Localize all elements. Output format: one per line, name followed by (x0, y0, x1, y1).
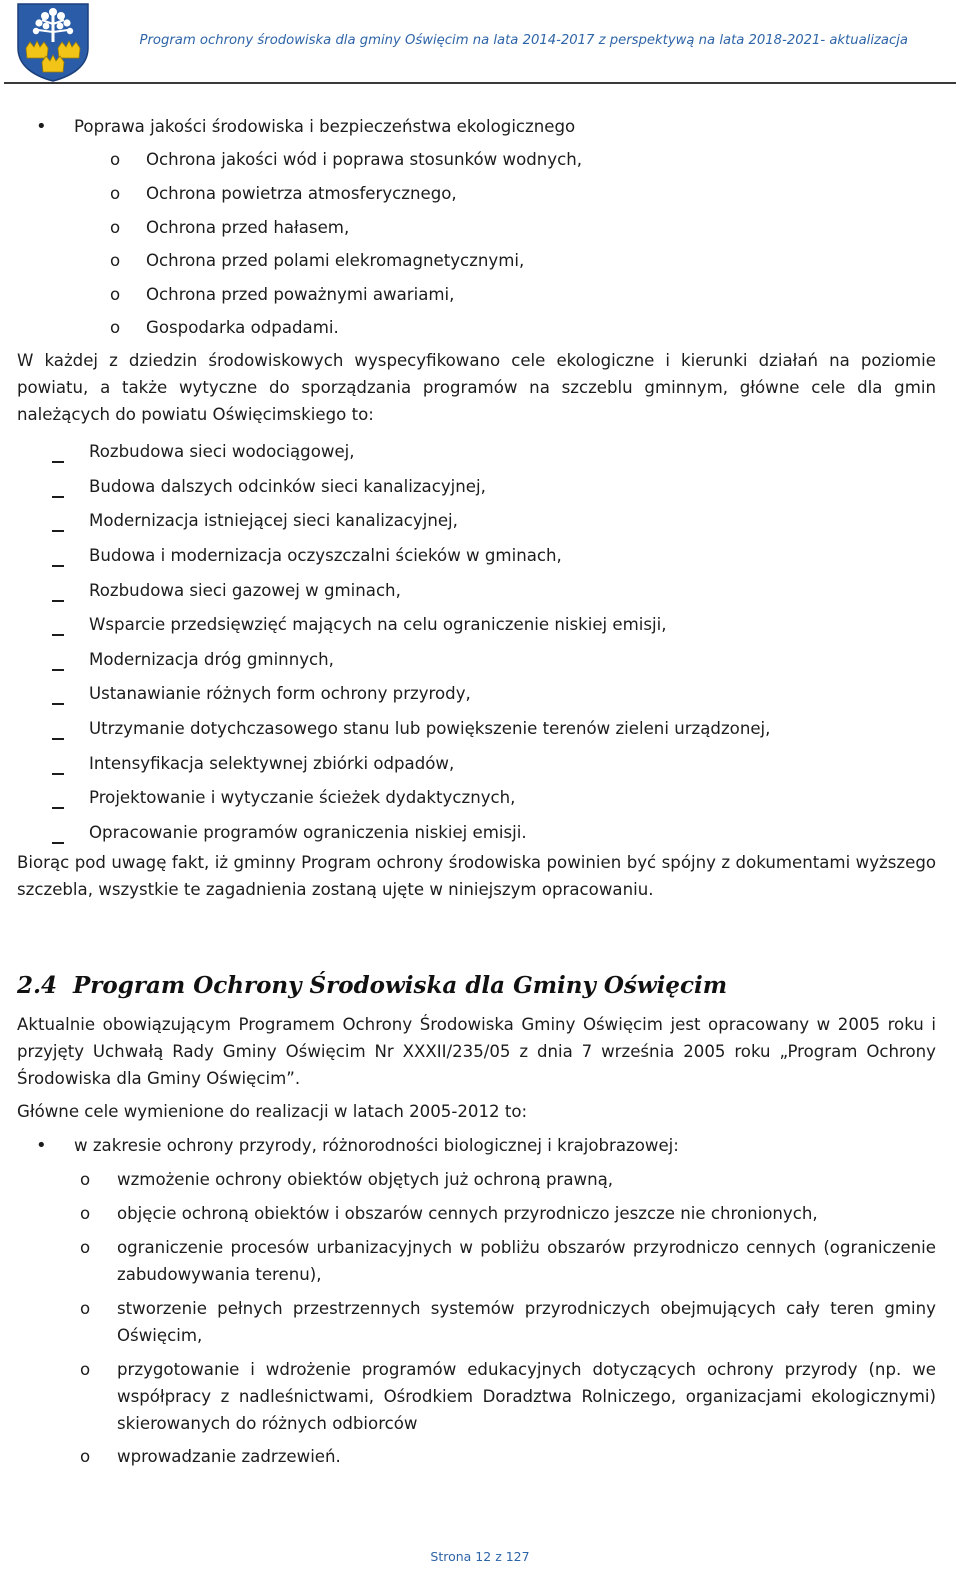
paragraph: Aktualnie obowiązującym Programem Ochrony Środowiska Gminy Oświęcim jest opracowany w 2005 roku i przyjęty Uchwałą Rady Gminy Oświęcim Nr XXXII/235/05 z dnia 7 września 2005 roku „Program Ochrony Środowiska dla Gminy Oświęcim”. (17, 1015, 936, 1088)
bullet-label: w zakresie ochrony przyrody, różnorodności biologicznej i krajobrazowej: (74, 1136, 679, 1155)
list-item: Wsparcie przedsięwzięć mających na celu ograniczenie niskiej emisji, (89, 615, 667, 634)
list-item: przygotowanie i wdrożenie programów edukacyjnych dotyczących ochrony przyrody (np. we współpracy z nadleśnictwami, Ośrodkiem Doradztwa Rolniczego, organizacjami ekologicznymi) skierowanych do różnych odbiorców (117, 1360, 936, 1433)
dash-marker (52, 600, 64, 602)
list-item: objęcie ochroną obiektów i obszarów cennych przyrodniczo jeszcze nie chronionych, (117, 1204, 818, 1223)
bullet-marker: • (36, 116, 47, 137)
sub-bullet-marker: o (110, 251, 121, 270)
list-item: Gospodarka odpadami. (146, 318, 339, 337)
list-item: stworzenie pełnych przestrzennych systemów przyrodniczych obejmujących cały teren gminy Oświęcim, (117, 1299, 936, 1345)
list-item: Intensyfikacja selektywnej zbiórki odpadów, (89, 754, 455, 773)
sub-bullet-marker: o (80, 1204, 91, 1223)
dash-marker (52, 703, 64, 705)
sub-bullet-marker: o (110, 184, 121, 203)
dash-marker (52, 807, 64, 809)
list-item: Modernizacja istniejącej sieci kanalizacyjnej, (89, 511, 458, 530)
sub-bullet-marker: o (80, 1360, 91, 1379)
paragraph: Główne cele wymienione do realizacji w latach 2005-2012 to: (17, 1102, 528, 1121)
list-item: Opracowanie programów ograniczenia niskiej emisji. (89, 823, 527, 842)
sub-bullet-marker: o (80, 1238, 91, 1257)
list-item: Budowa dalszych odcinków sieci kanalizacyjnej, (89, 477, 486, 496)
section-title: Program Ochrony Środowiska dla Gminy Oświęcim (73, 972, 728, 999)
list-item: Ochrona przed polami elekromagnetycznymi, (146, 251, 525, 270)
list-item: Ochrona przed hałasem, (146, 218, 350, 237)
dash-marker (52, 738, 64, 740)
dash-marker (52, 634, 64, 636)
bullet-label: Poprawa jakości środowiska i bezpieczeństwa ekologicznego (74, 117, 576, 136)
paragraph: Biorąc pod uwagę fakt, iż gminny Program ochrony środowiska powinien być spójny z dokumentami wyższego szczebla, wszystkie te zagadnienia zostaną ujęte w niniejszym opracowaniu. (17, 853, 936, 899)
sub-bullet-marker: o (80, 1170, 91, 1189)
list-item: Ochrona powietrza atmosferycznego, (146, 184, 457, 203)
crest-icon (16, 2, 90, 82)
sub-bullet-marker: o (80, 1299, 91, 1318)
bullet-marker: • (36, 1135, 47, 1156)
list-item: Utrzymanie dotychczasowego stanu lub powiększenie terenów zieleni urządzonej, (89, 719, 771, 738)
dash-marker (52, 530, 64, 532)
list-item: Rozbudowa sieci wodociągowej, (89, 442, 355, 461)
page-number: Strona 12 z 127 (430, 1549, 530, 1564)
dash-marker (52, 842, 64, 844)
sub-bullet-marker: o (110, 218, 121, 237)
dash-marker (52, 461, 64, 463)
section-heading (17, 972, 727, 999)
sub-bullet-marker: o (110, 285, 121, 304)
list-item: Budowa i modernizacja oczyszczalni ścieków w gminach, (89, 546, 562, 565)
list-item: Ustanawianie różnych form ochrony przyrody, (89, 684, 471, 703)
dash-marker (52, 669, 64, 671)
list-item: Modernizacja dróg gminnych, (89, 650, 334, 669)
list-item: Rozbudowa sieci gazowej w gminach, (89, 581, 401, 600)
list-item: wzmożenie ochrony obiektów objętych już ochroną prawną, (117, 1170, 614, 1189)
document-title: Program ochrony środowiska dla gminy Oświęcim na lata 2014-2017 z perspektywą na lata 2018-2021- aktualizacja (139, 33, 908, 48)
list-item: Ochrona przed poważnymi awariami, (146, 285, 455, 304)
sub-bullet-marker: o (110, 150, 121, 169)
sub-bullet-marker: o (110, 318, 121, 337)
list-item: Ochrona jakości wód i poprawa stosunków wodnych, (146, 150, 583, 169)
paragraph: W każdej z dziedzin środowiskowych wyspecyfikowano cele ekologiczne i kierunki działań na poziomie powiatu, a także wytyczne do sporządzania programów na szczeblu gminnym, główne cele dla gmin należących do powiatu Oświęcimskiego to: (17, 351, 936, 424)
header-divider (4, 82, 956, 84)
sub-bullet-marker: o (80, 1447, 91, 1466)
list-item: Projektowanie i wytyczanie ścieżek dydaktycznych, (89, 788, 516, 807)
dash-marker (52, 565, 64, 567)
dash-marker (52, 773, 64, 775)
list-item: wprowadzanie zadrzewień. (117, 1447, 341, 1466)
dash-marker (52, 496, 64, 498)
section-number: 2.4 (17, 972, 58, 999)
list-item: ograniczenie procesów urbanizacyjnych w pobliżu obszarów przyrodniczo cennych (ograniczenie zabudowywania terenu), (117, 1238, 936, 1284)
page-header (0, 0, 960, 84)
